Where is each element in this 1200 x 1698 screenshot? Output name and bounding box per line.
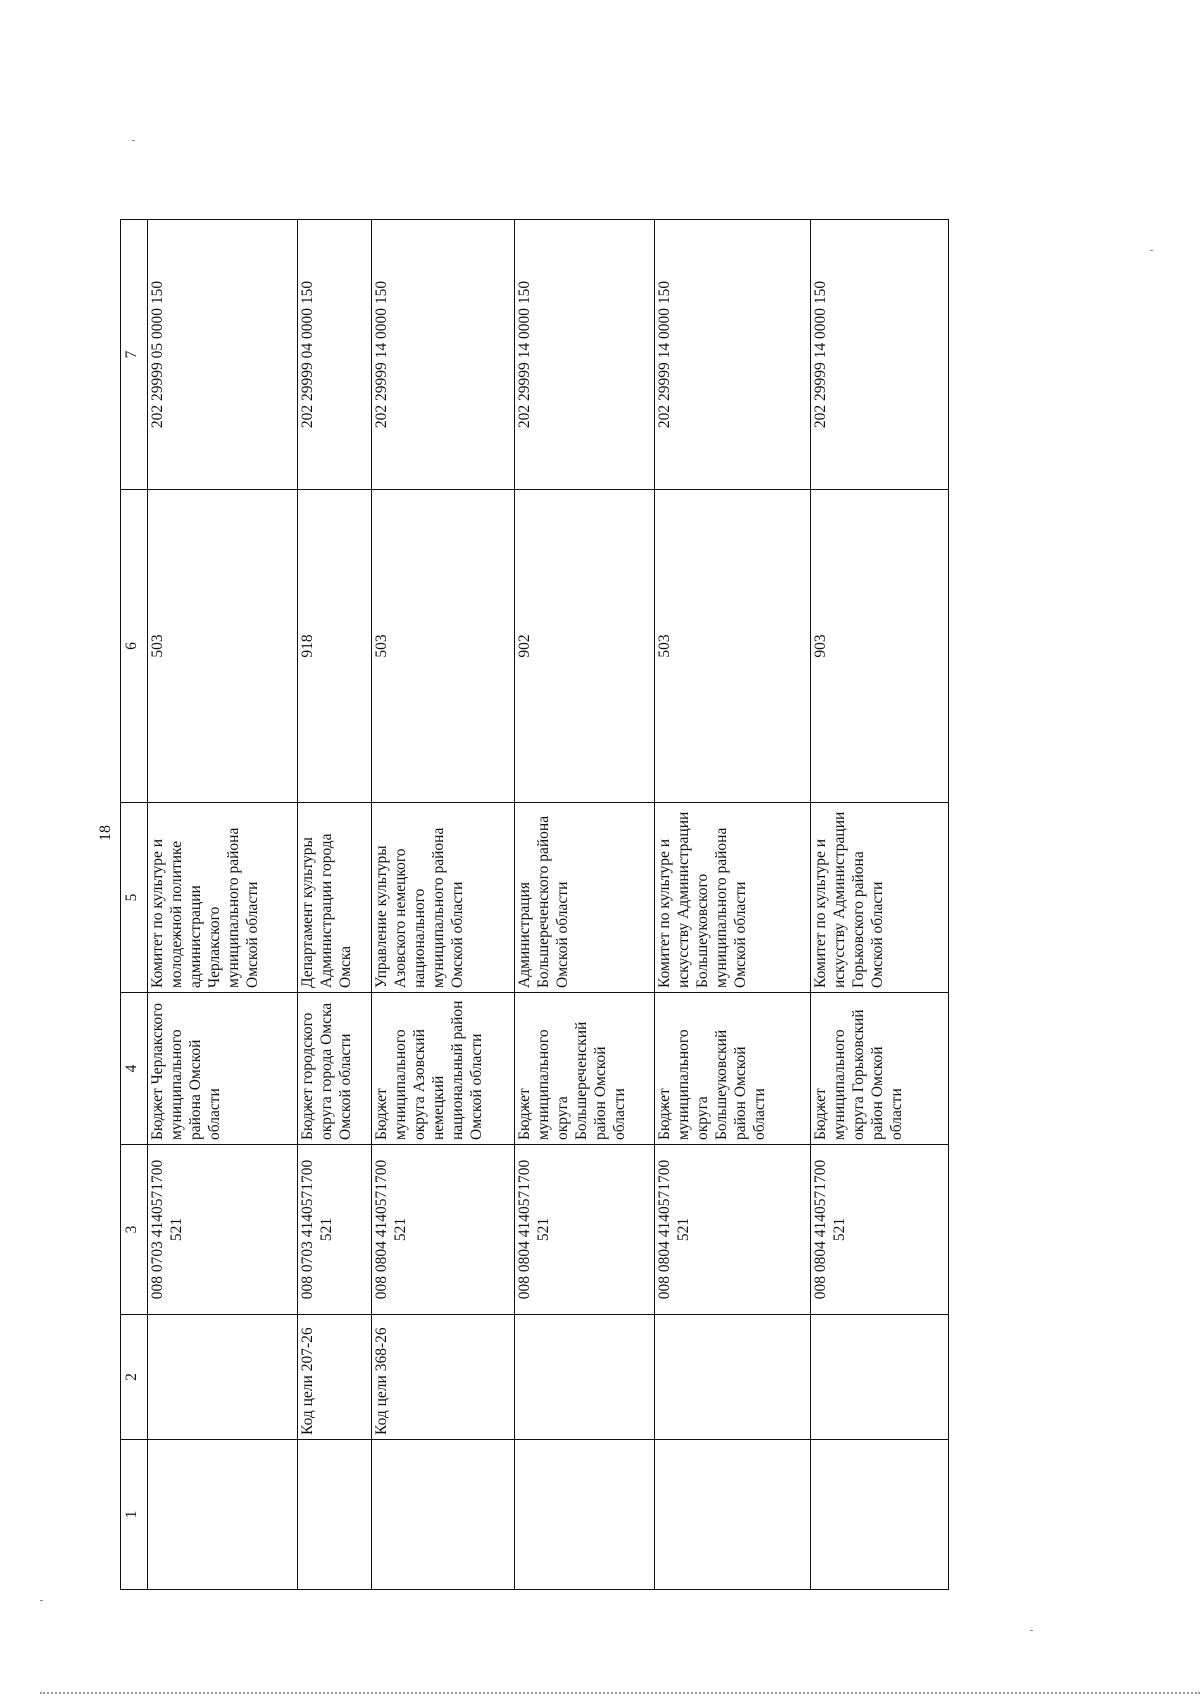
revenue-code-cell: 202 29999 05 0000 150 [148, 220, 298, 490]
column-header: 7 [121, 220, 148, 490]
table-row [372, 220, 515, 1590]
table-row [298, 220, 372, 1590]
admin-code-cell: 503 [372, 490, 515, 803]
target-code-cell: Код цели 207-26 [298, 1315, 372, 1440]
administrator-cell: Комитет по культуре и молодежной политике администрации Черлакского муниципального района Омской области [148, 803, 298, 993]
column-header: 6 [121, 490, 148, 803]
empty-cell [811, 1440, 949, 1590]
header-row [121, 220, 148, 1590]
table-row [515, 220, 655, 1590]
empty-cell [655, 1440, 811, 1590]
budget-name-cell: Бюджет муниципального округа Большеуковский район Омской области [655, 993, 811, 1145]
target-code-cell [515, 1315, 655, 1440]
target-code-cell [811, 1315, 949, 1440]
admin-code-cell: 902 [515, 490, 655, 803]
classification-code-cell: 008 0804 4140571700 521 [811, 1145, 949, 1315]
administrator-cell: Администрация Большереченского района Омской области [515, 803, 655, 993]
budget-name-cell: Бюджет муниципального округа Большереченский район Омской области [515, 993, 655, 1145]
column-header: 2 [121, 1315, 148, 1440]
column-header: 1 [121, 1440, 148, 1590]
budget-name-cell: Бюджет Черлакского муниципального района Омской области [148, 993, 298, 1145]
classification-code-cell: 008 0703 4140571700 521 [298, 1145, 372, 1315]
target-code-cell [148, 1315, 298, 1440]
empty-cell [515, 1440, 655, 1590]
empty-cell [148, 1440, 298, 1590]
table-row [148, 220, 298, 1590]
administrator-cell: Департамент культуры Администрации города Омска [298, 803, 372, 993]
scan-speck [1150, 250, 1153, 251]
revenue-code-cell: 202 29999 14 0000 150 [372, 220, 515, 490]
administrator-cell: Комитет по культуре и искусству Администрации Большеуковского муниципального района Омской области [655, 803, 811, 993]
revenue-code-cell: 202 29999 14 0000 150 [655, 220, 811, 490]
table-row [655, 220, 811, 1590]
column-header: 5 [121, 803, 148, 993]
administrator-cell: Комитет по культуре и искусству Администрации Горьковского района Омской области [811, 803, 949, 993]
revenue-code-cell: 202 29999 14 0000 150 [515, 220, 655, 490]
scan-speck [40, 1600, 43, 1601]
budget-name-cell: Бюджет муниципального округа Азовский немецкий национальный район Омской области [372, 993, 515, 1145]
target-code-cell: Код цели 368-26 [372, 1315, 515, 1440]
revenue-code-cell: 202 29999 04 0000 150 [298, 220, 372, 490]
target-code-cell [655, 1315, 811, 1440]
empty-cell [298, 1440, 372, 1590]
column-header: 4 [121, 993, 148, 1145]
column-header: 3 [121, 1145, 148, 1315]
scan-speck [1030, 1630, 1033, 1631]
classification-code-cell: 008 0804 4140571700 521 [655, 1145, 811, 1315]
classification-code-cell: 008 0804 4140571700 521 [372, 1145, 515, 1315]
table-row [811, 220, 949, 1590]
page-number: 18 [97, 825, 114, 841]
empty-cell [372, 1440, 515, 1590]
classification-code-cell: 008 0804 4140571700 521 [515, 1145, 655, 1315]
scan-speck [132, 140, 135, 141]
revenue-code-cell: 202 29999 14 0000 150 [811, 220, 949, 490]
scan-artifact-line [40, 1692, 1200, 1694]
administrator-cell: Управление культуры Азовского немецкого национального муниципального района Омской области [372, 803, 515, 993]
budget-name-cell: Бюджет муниципального округа Горьковский район Омской области [811, 993, 949, 1145]
admin-code-cell: 918 [298, 490, 372, 803]
rotated-table-area [120, 220, 1050, 1590]
budget-table [120, 219, 949, 1590]
admin-code-cell: 903 [811, 490, 949, 803]
budget-name-cell: Бюджет городского округа города Омска Омской области [298, 993, 372, 1145]
admin-code-cell: 503 [655, 490, 811, 803]
classification-code-cell: 008 0703 4140571700 521 [148, 1145, 298, 1315]
admin-code-cell: 503 [148, 490, 298, 803]
